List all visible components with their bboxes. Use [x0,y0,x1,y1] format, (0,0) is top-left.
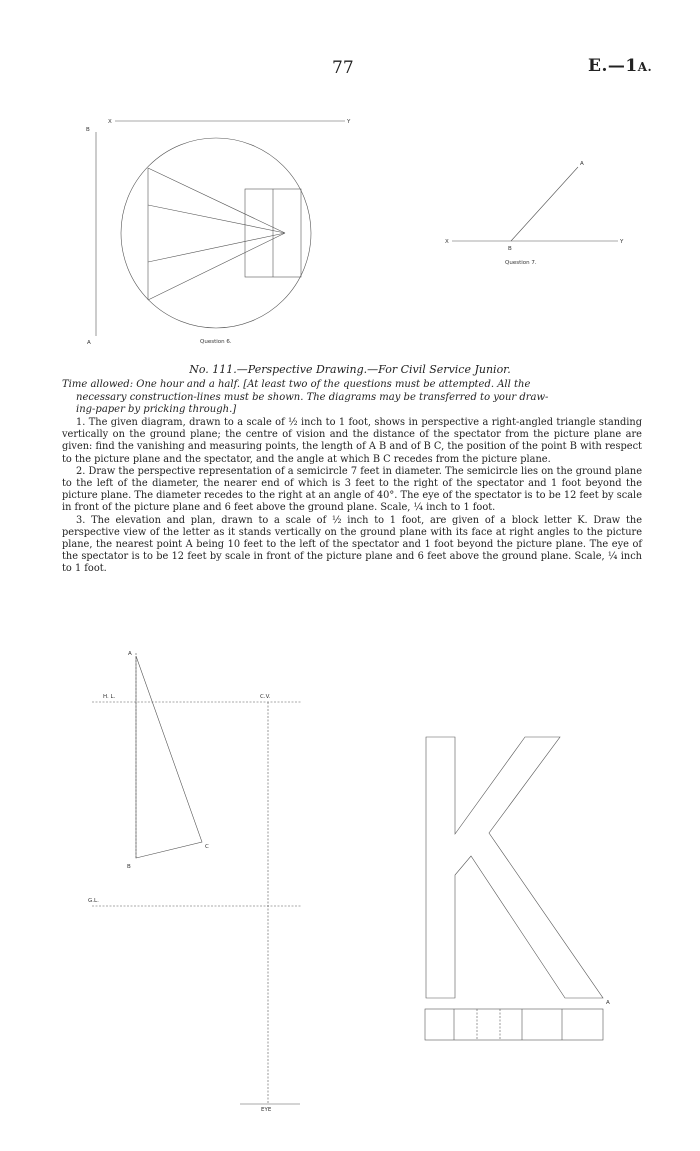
questions-block [62,417,642,576]
fig6-ray-2 [148,205,285,233]
time-note-line-1: [At least two of the questions must be attempted. All the [240,379,531,390]
fig6-label-x: X [108,119,112,125]
time-note-line-3: ing-paper by pricking through.] [76,404,237,415]
fig1-label-a: A [128,651,132,657]
fig1-label-hl: H. L. [103,694,116,700]
fig1-label-b: B [127,864,131,870]
fig6-label-a: A [87,340,91,346]
fig6-caption: Question 6. [200,339,232,345]
fig1-label-gl: G.L. [88,898,99,904]
figure-question-1 [92,653,302,1103]
fig6-ray-4 [148,233,285,300]
fig1-label-eye: EYE [261,1107,272,1113]
fig6-label-b: B [86,127,90,133]
fig6-label-y: Y [347,119,351,125]
time-label: Time allowed: [62,379,134,390]
fig6-ray-3 [148,233,285,262]
fig6-ray-1 [148,168,285,233]
fig7-caption: Question 7. [505,260,537,266]
time-allowed-block [62,379,642,417]
letter-k-elevation [426,737,603,998]
page-number: 77 [332,58,354,78]
time-note-line-2: necessary construction-lines must be shown. The diagrams may be transferred to your draw- [76,391,549,403]
fig7-label-x: X [445,239,449,245]
document-reference-suffix: A. [637,60,653,74]
document-reference-main: E.—1 [588,56,638,76]
paper-heading: No. 111.—Perspective Drawing.—For Civil Service Junior. [189,363,511,376]
question-3: 3. The elevation and plan, drawn to a scale of ½ inch to 1 foot, are given of a block letter K. Draw the perspective view of the letter as it stands vertically on the ground plane with its face at right angles to the picture plane, the nearest point A being 10 feet to the left of the spectator and 1 foot beyond the picture plane. The eye of the spectator is to be 12 feet by scale in front of the picture plane and 6 feet above the ground plane. Scale, ¼ inch to 1 foot. [62,514,642,575]
fig1-triangle [136,656,202,858]
question-2: 2. Draw the perspective representation of a semicircle 7 feet in diameter. The semicircle lies on the ground plane to the left of the diameter, the nearer end of which is 3 feet to the right of the spectator and 1 foot beyond the picture plane. The diameter recedes to the right at an angle of 40°. The eye of the spectator is to be 12 feet by scale in front of the picture plane and 6 feet above the ground plane. Scale, ¼ inch to 1 foot. [62,465,642,514]
question-1: 1. The given diagram, drawn to a scale of ½ inch to 1 foot, shows in perspective a right-angled triangle standing vertically on the ground plane; the centre of vision and the distance of the spectator from the picture plane are given: find the vanishing and measuring points, the length of A B and of B C, the position of the point B with respect to the picture plane and the spectator, and the angle at which B C recedes from the picture plane. [62,417,642,465]
letter-k-plan [425,1009,603,1040]
fig7-ab-line [511,167,578,241]
fig7-label-y: Y [620,239,624,245]
figk-label-a: A [606,1000,610,1006]
figure-question-6 [96,121,345,336]
fig7-label-b: B [508,246,512,252]
fig7-label-a: A [580,161,584,167]
fig1-label-c: C [205,844,209,850]
figure-question-7 [452,167,618,241]
time-value: One hour and a half. [133,379,241,390]
fig1-label-cv: C.V. [260,694,271,700]
figure-letter-k [425,737,603,1040]
